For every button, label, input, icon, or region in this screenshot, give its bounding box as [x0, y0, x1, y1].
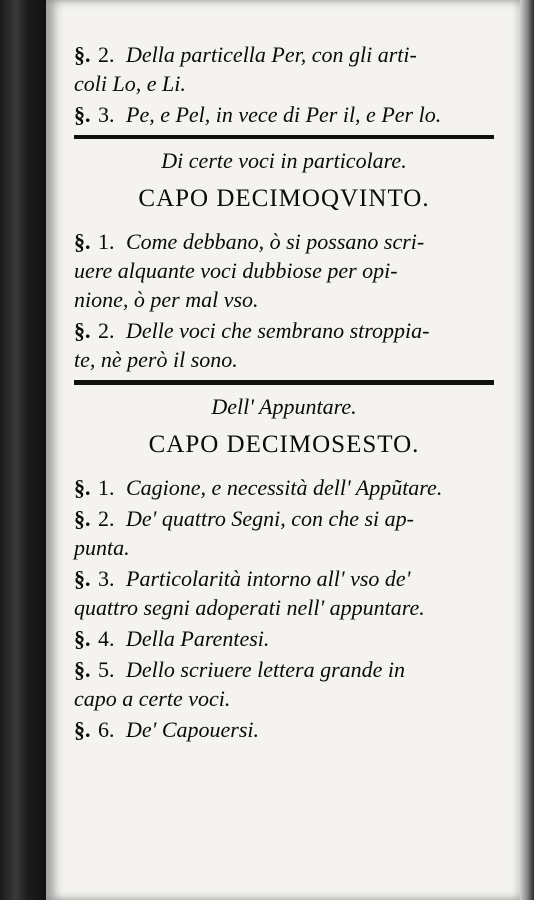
chapter-subtitle: Di certe voci in particolare.: [161, 148, 407, 173]
section-symbol: §.: [74, 475, 91, 500]
entry-text-line: capo a certe voci.: [74, 686, 231, 711]
section-symbol: §.: [74, 42, 91, 67]
toc-entry: [74, 473, 494, 502]
entry-text-line: nione, ò per mal vso.: [74, 287, 259, 312]
section-symbol: §.: [74, 657, 91, 682]
entry-text-line: Come debbano, ò si possano scri-: [126, 229, 425, 254]
toc-entry: [74, 40, 494, 98]
page-edge: [520, 0, 534, 900]
toc-entry: [74, 624, 494, 653]
entry-text-line: Della Parentesi.: [126, 626, 270, 651]
toc-entry: [74, 504, 494, 562]
table-of-contents: [74, 40, 494, 744]
section-symbol: §.: [74, 229, 91, 254]
entry-text-line: quattro segni adoperati nell' appuntare.: [74, 595, 425, 620]
chapter-heading: CAPO DECIMOSESTO.: [148, 431, 420, 458]
entry-text-line: Dello scriuere lettera grande in: [126, 657, 406, 682]
entry-text-line: Delle voci che sembrano stroppia-: [126, 318, 430, 343]
entry-number: 1.: [98, 475, 115, 500]
book-spine: [0, 0, 46, 900]
entry-text-line: Cagione, e necessità dell' Appũtare.: [126, 475, 443, 500]
entry-number: 4.: [98, 626, 115, 651]
entry-number: 2.: [98, 506, 115, 531]
entry-text-line: uere alquante voci dubbiose per opi-: [74, 258, 398, 283]
toc-entry: [74, 564, 494, 622]
section-symbol: §.: [74, 717, 91, 742]
section-symbol: §.: [74, 318, 91, 343]
chapter-fifteen: [74, 147, 494, 374]
toc-entry: [74, 227, 494, 314]
entry-number: 6.: [98, 717, 115, 742]
entry-text-line: punta.: [74, 535, 130, 560]
entry-number: 5.: [98, 657, 115, 682]
chapter-heading: CAPO DECIMOQVINTO.: [138, 185, 430, 212]
chapter-subtitle: Dell' Appuntare.: [211, 394, 357, 419]
entry-text-line: coli Lo, e Li.: [74, 71, 186, 96]
toc-entry: [74, 100, 494, 129]
entry-text-line: De' quattro Segni, con che si ap-: [126, 506, 414, 531]
toc-entry: [74, 655, 494, 713]
divider-rule: [74, 135, 494, 139]
entry-text-line: De' Capouersi.: [126, 717, 260, 742]
entry-number: 3.: [98, 566, 115, 591]
toc-entry: [74, 316, 494, 374]
section-symbol: §.: [74, 566, 91, 591]
book-page: [46, 0, 520, 900]
entry-text-line: Particolarità intorno all' vso de': [126, 566, 411, 591]
entry-number: 3.: [98, 102, 115, 127]
entry-text-line: Della particella Per, con gli arti-: [126, 42, 417, 67]
section-symbol: §.: [74, 102, 91, 127]
toc-entry: [74, 715, 494, 744]
chapter-sixteen: [74, 393, 494, 744]
section-symbol: §.: [74, 626, 91, 651]
entry-text-line: te, nè però il sono.: [74, 347, 238, 372]
section-continuation: [74, 40, 494, 129]
entry-number: 1.: [98, 229, 115, 254]
entry-text-line: Pe, e Pel, in vece di Per il, e Per lo.: [126, 102, 442, 127]
entry-number: 2.: [98, 318, 115, 343]
section-symbol: §.: [74, 506, 91, 531]
entry-number: 2.: [98, 42, 115, 67]
divider-rule: [74, 380, 494, 385]
